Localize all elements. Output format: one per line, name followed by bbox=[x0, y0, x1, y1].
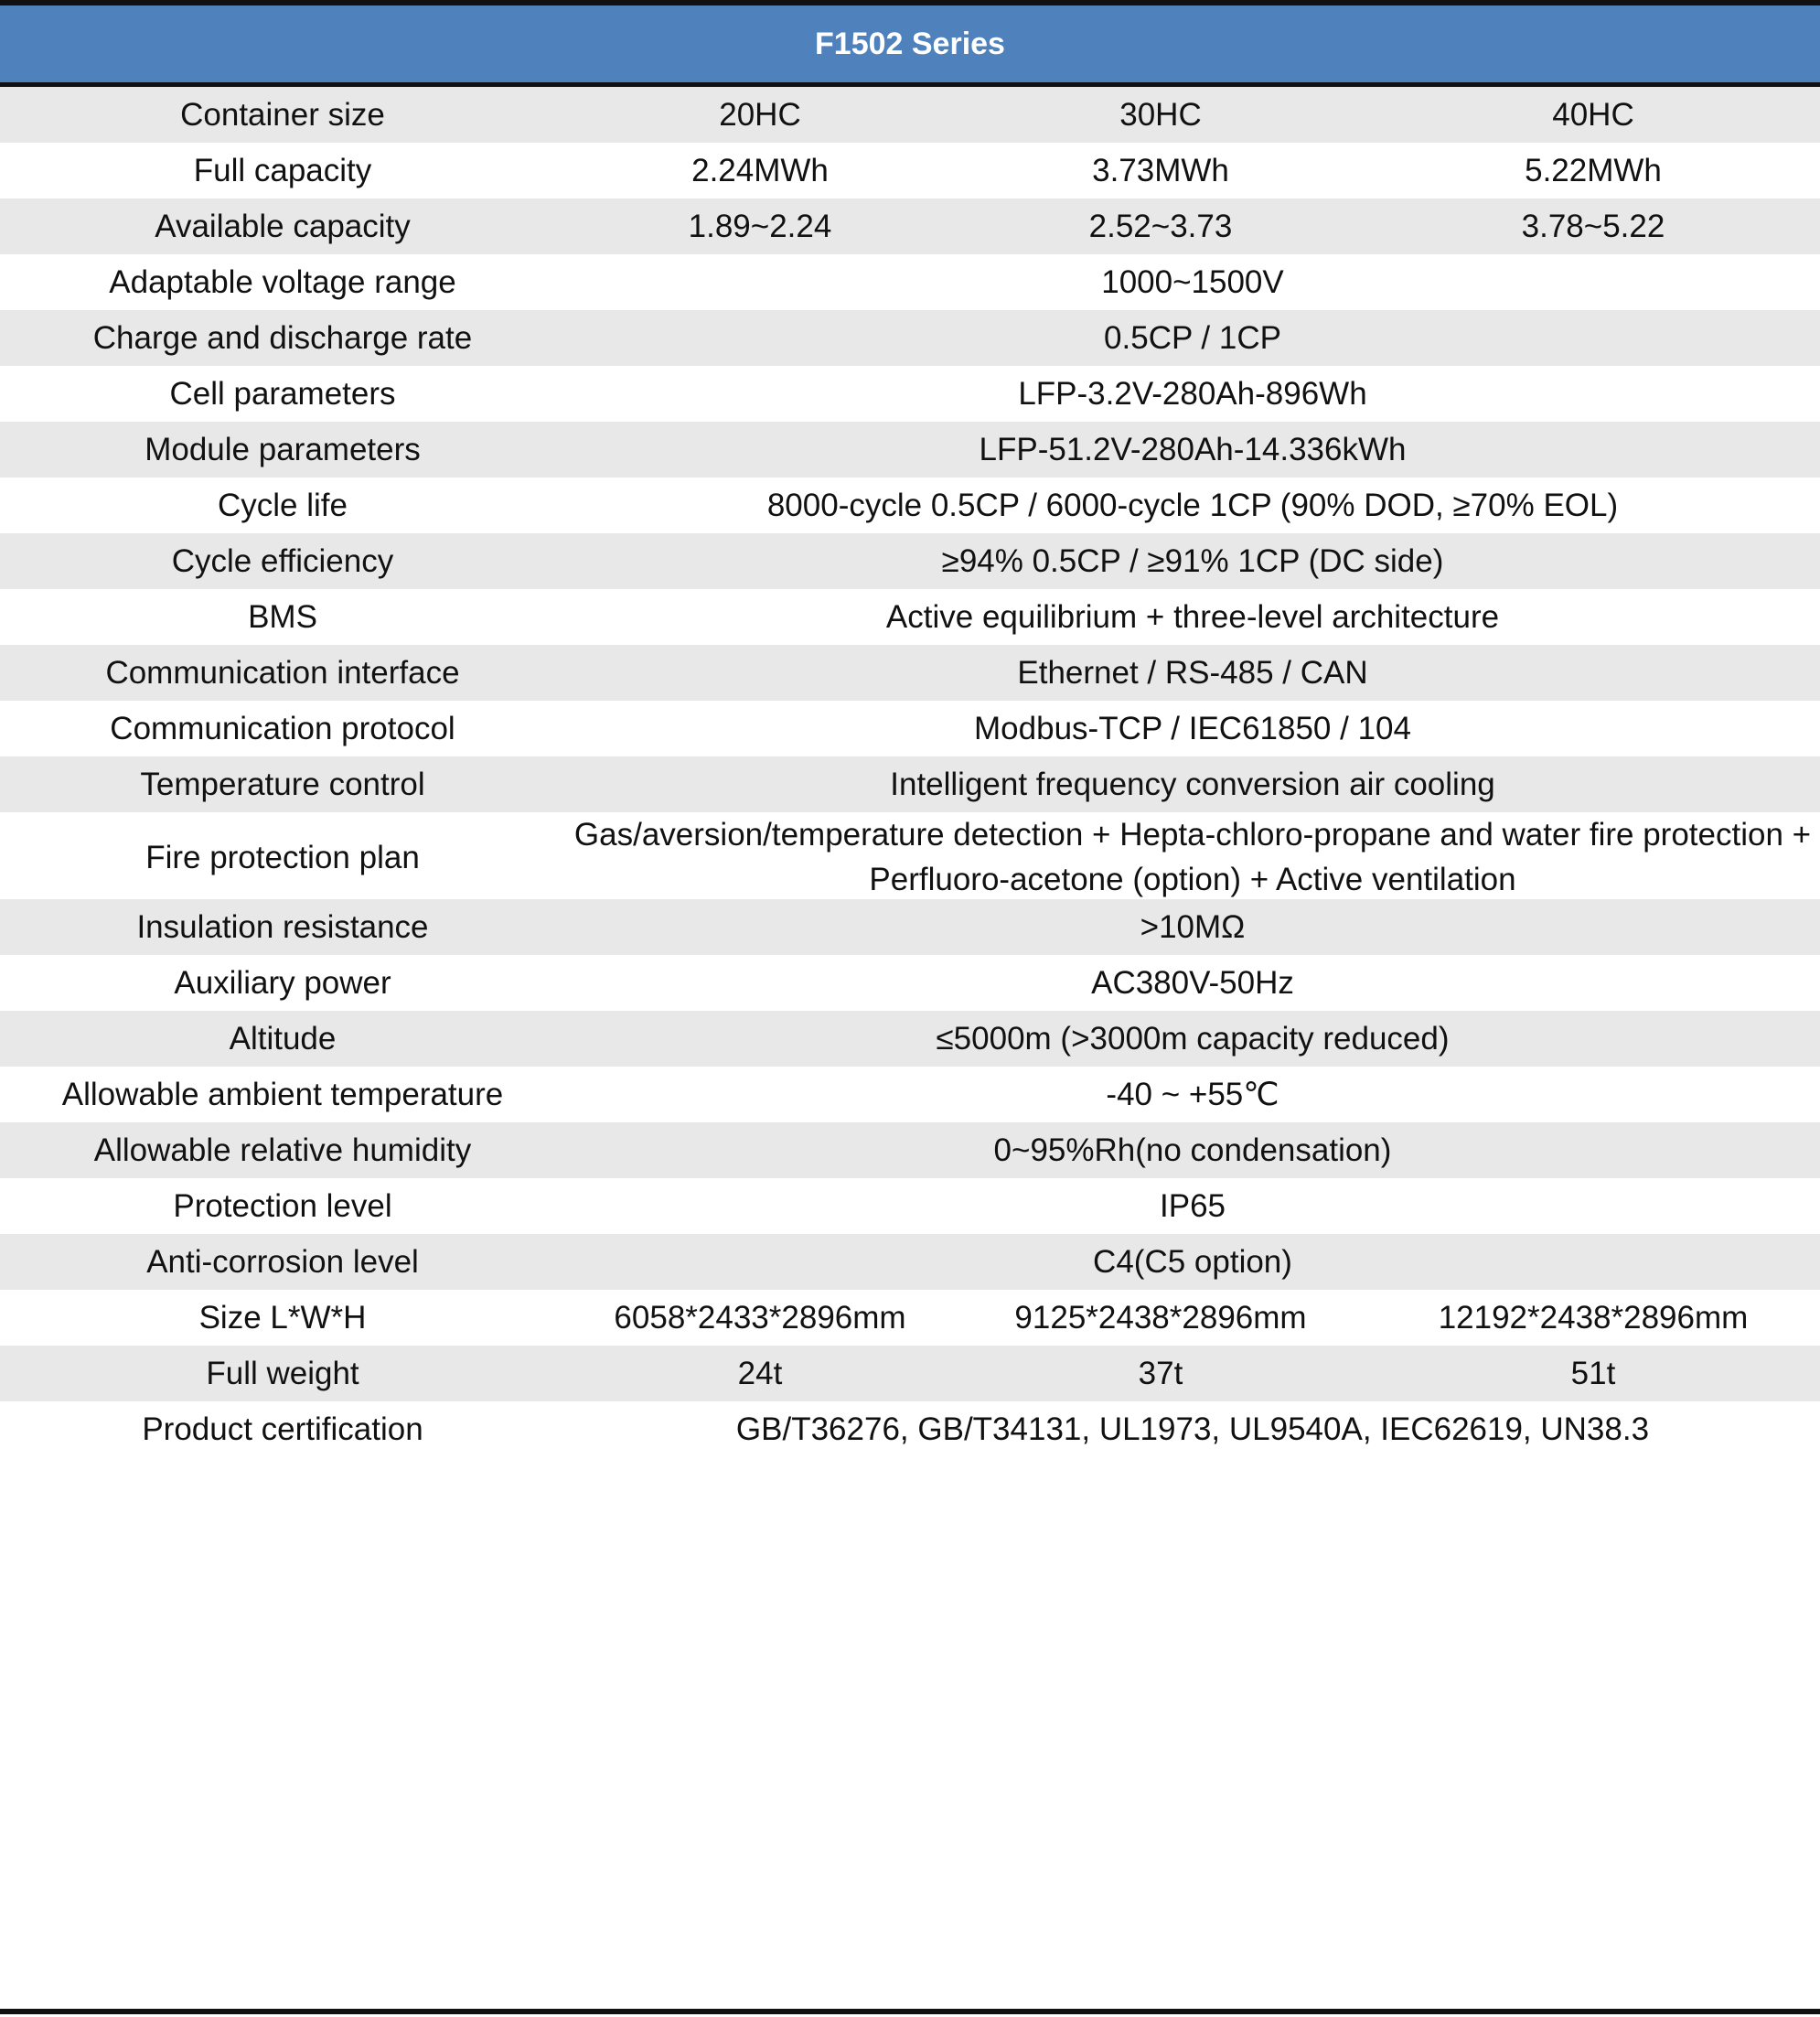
table-row bbox=[0, 1122, 1820, 1178]
value-cell-merged: IP65 bbox=[1160, 1188, 1226, 1224]
table-row bbox=[0, 756, 1820, 812]
table-header bbox=[0, 5, 1820, 82]
row-label: Allowable relative humidity bbox=[93, 1132, 472, 1168]
value-cell-merged: 1000~1500V bbox=[1101, 264, 1284, 300]
row-label: Allowable ambient temperature bbox=[61, 1077, 504, 1112]
value-cell: 51t bbox=[1570, 1356, 1616, 1391]
value-cell: 6058*2433*2896mm bbox=[614, 1300, 906, 1336]
row-label: Communication protocol bbox=[110, 711, 455, 746]
table-row bbox=[0, 198, 1820, 254]
table-row bbox=[0, 899, 1820, 955]
table-row bbox=[0, 1346, 1820, 1401]
row-label: BMS bbox=[248, 599, 317, 635]
value-cell-merged: Ethernet / RS-485 / CAN bbox=[1017, 655, 1368, 691]
row-label: Anti-corrosion level bbox=[146, 1244, 419, 1280]
table-row bbox=[0, 533, 1820, 589]
value-cell-merged: C4(C5 option) bbox=[1093, 1244, 1292, 1280]
table-row bbox=[0, 422, 1820, 477]
value-cell-merged: Intelligent frequency conversion air cooling bbox=[890, 767, 1495, 802]
table-row bbox=[0, 1401, 1820, 1457]
table-row bbox=[0, 1067, 1820, 1122]
value-cell-merged: 8000-cycle 0.5CP / 6000-cycle 1CP (90% DOD, ≥70% EOL) bbox=[766, 488, 1619, 523]
row-label: Available capacity bbox=[155, 209, 411, 244]
row-label: Adaptable voltage range bbox=[109, 264, 456, 300]
value-cell: 3.73MWh bbox=[1092, 153, 1229, 188]
row-label: Cell parameters bbox=[169, 376, 396, 412]
table-row bbox=[0, 1234, 1820, 1290]
row-label: Protection level bbox=[173, 1188, 392, 1224]
table-row bbox=[0, 1290, 1820, 1346]
value-cell: 2.52~3.73 bbox=[1088, 209, 1233, 244]
value-cell-merged: 0.5CP / 1CP bbox=[1104, 320, 1281, 356]
value-cell-merged: GB/T36276, GB/T34131, UL1973, UL9540A, IEC62619, UN38.3 bbox=[735, 1411, 1650, 1447]
table-row bbox=[0, 477, 1820, 533]
row-label: Temperature control bbox=[140, 767, 425, 802]
row-label: Cycle life bbox=[218, 488, 348, 523]
table-row bbox=[0, 812, 1820, 899]
value-cell-merged: 0~95%Rh(no condensation) bbox=[993, 1132, 1392, 1168]
table-row bbox=[0, 955, 1820, 1011]
value-cell: 24t bbox=[737, 1356, 783, 1391]
value-cell-merged: -40 ~ +55℃ bbox=[1106, 1077, 1279, 1112]
value-cell-merged: >10MΩ bbox=[1140, 909, 1246, 945]
table-row bbox=[0, 254, 1820, 310]
series-title: F1502 Series bbox=[815, 26, 1005, 61]
table-row bbox=[0, 143, 1820, 198]
table-row bbox=[0, 645, 1820, 701]
value-cell-merged: ≥94% 0.5CP / ≥91% 1CP (DC side) bbox=[941, 543, 1444, 579]
table-row bbox=[0, 589, 1820, 645]
table-body bbox=[0, 87, 1820, 1457]
value-cell-merged: Modbus-TCP / IEC61850 / 104 bbox=[974, 711, 1411, 746]
row-label: Cycle efficiency bbox=[171, 543, 394, 579]
bottom-rule bbox=[0, 2009, 1820, 2014]
row-label: Auxiliary power bbox=[174, 965, 391, 1001]
row-label: Charge and discharge rate bbox=[92, 320, 473, 356]
table-row bbox=[0, 1178, 1820, 1234]
table-row bbox=[0, 87, 1820, 143]
row-label: Full weight bbox=[206, 1356, 359, 1391]
row-label: Size L*W*H bbox=[198, 1300, 367, 1336]
row-label: Altitude bbox=[229, 1021, 337, 1057]
table-row bbox=[0, 310, 1820, 366]
row-label: Fire protection plan bbox=[145, 839, 420, 875]
row-label: Container size bbox=[180, 97, 385, 133]
row-label: Communication interface bbox=[105, 655, 460, 691]
row-label: Full capacity bbox=[193, 153, 372, 188]
row-label: Insulation resistance bbox=[136, 909, 429, 945]
value-cell-merged: ≤5000m (>3000m capacity reduced) bbox=[936, 1021, 1450, 1057]
value-cell: 5.22MWh bbox=[1525, 153, 1662, 188]
value-cell: 3.78~5.22 bbox=[1521, 209, 1665, 244]
value-cell: 20HC bbox=[719, 97, 801, 133]
value-cell: 12192*2438*2896mm bbox=[1438, 1300, 1749, 1336]
value-cell-merged: Active equilibrium + three-level architecture bbox=[885, 599, 1500, 635]
value-cell: 37t bbox=[1138, 1356, 1183, 1391]
value-cell-merged: Gas/aversion/temperature detection + Hepta-chloro-propane and water fire protection + Perfluoro-acetone (option) + Active ventilation bbox=[573, 817, 1812, 897]
row-label: Module parameters bbox=[145, 432, 421, 467]
table-row bbox=[0, 1011, 1820, 1067]
value-cell: 40HC bbox=[1552, 97, 1634, 133]
value-cell: 2.24MWh bbox=[691, 153, 829, 188]
value-cell: 9125*2438*2896mm bbox=[1014, 1300, 1307, 1336]
table-row bbox=[0, 701, 1820, 756]
value-cell: 1.89~2.24 bbox=[688, 209, 832, 244]
value-cell-merged: AC380V-50Hz bbox=[1091, 965, 1294, 1001]
value-cell-merged: LFP-51.2V-280Ah-14.336kWh bbox=[979, 432, 1407, 467]
value-cell: 30HC bbox=[1119, 97, 1202, 133]
value-cell-merged: LFP-3.2V-280Ah-896Wh bbox=[1018, 376, 1367, 412]
table-row bbox=[0, 366, 1820, 422]
row-label: Product certification bbox=[142, 1411, 423, 1447]
